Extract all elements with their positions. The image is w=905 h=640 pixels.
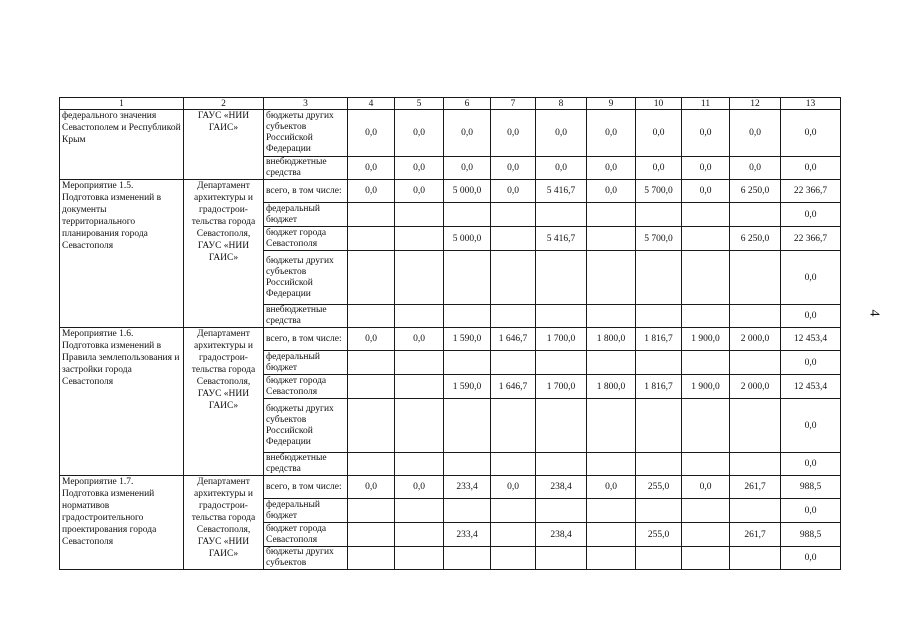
- value-cell: [682, 351, 730, 375]
- header-row: [60, 98, 841, 110]
- column-number: 9: [587, 98, 636, 110]
- value-cell: 0,0: [536, 157, 587, 180]
- value-cell: [730, 203, 781, 227]
- value-cell: 0,0: [682, 180, 730, 203]
- value-cell: 988,5: [781, 523, 841, 547]
- value-cell: [491, 351, 536, 375]
- value-cell: 0,0: [348, 110, 395, 157]
- value-cell: [444, 499, 491, 523]
- value-cell: [536, 203, 587, 227]
- value-cell: 5 700,0: [636, 227, 682, 251]
- value-cell: [444, 305, 491, 328]
- value-cell: 0,0: [781, 251, 841, 305]
- value-cell: [536, 453, 587, 476]
- value-cell: [395, 251, 444, 305]
- value-cell: [636, 251, 682, 305]
- column-number: 10: [636, 98, 682, 110]
- value-cell: [395, 399, 444, 453]
- funding-source: бюджеты других субъектов Российской Федерации: [264, 251, 348, 305]
- value-cell: 261,7: [730, 476, 781, 499]
- value-cell: [636, 351, 682, 375]
- value-cell: [395, 227, 444, 251]
- value-cell: 1 700,0: [536, 328, 587, 351]
- value-cell: [348, 547, 395, 570]
- value-cell: [395, 523, 444, 547]
- value-cell: 1 800,0: [587, 375, 636, 399]
- value-cell: 1 816,7: [636, 328, 682, 351]
- value-cell: 1 816,7: [636, 375, 682, 399]
- value-cell: 0,0: [730, 157, 781, 180]
- column-number: 2: [184, 98, 264, 110]
- value-cell: [682, 499, 730, 523]
- value-cell: 1 646,7: [491, 375, 536, 399]
- executor-name: Департамент архитектуры и градострои-тельства города Севастополя, ГАУС «НИИ ГАИС»: [184, 476, 264, 570]
- value-cell: 0,0: [781, 547, 841, 570]
- value-cell: [587, 203, 636, 227]
- value-cell: 0,0: [781, 351, 841, 375]
- value-cell: [636, 547, 682, 570]
- value-cell: 0,0: [781, 157, 841, 180]
- funding-source: бюджет города Севастополя: [264, 227, 348, 251]
- value-cell: 0,0: [682, 476, 730, 499]
- value-cell: [491, 203, 536, 227]
- event-name: Мероприятие 1.6. Подготовка изменений в Правила землепользования и застройки города Севастополя: [60, 328, 184, 476]
- value-cell: [587, 351, 636, 375]
- value-cell: [444, 251, 491, 305]
- funding-table: [59, 97, 841, 570]
- value-cell: 0,0: [491, 157, 536, 180]
- value-cell: 0,0: [395, 476, 444, 499]
- value-cell: [682, 453, 730, 476]
- value-cell: 0,0: [395, 157, 444, 180]
- value-cell: 238,4: [536, 476, 587, 499]
- value-cell: 2 000,0: [730, 375, 781, 399]
- value-cell: [636, 399, 682, 453]
- value-cell: 0,0: [348, 157, 395, 180]
- executor-name: ГАУС «НИИ ГАИС»: [184, 110, 264, 180]
- value-cell: 0,0: [444, 110, 491, 157]
- value-cell: [730, 305, 781, 328]
- value-cell: [536, 305, 587, 328]
- value-cell: 12 453,4: [781, 328, 841, 351]
- value-cell: [730, 251, 781, 305]
- value-cell: [730, 453, 781, 476]
- event-name: Мероприятие 1.7. Подготовка изменений нормативов градостроительного проектирования города Севастополя: [60, 476, 184, 570]
- value-cell: 1 646,7: [491, 328, 536, 351]
- value-cell: [348, 227, 395, 251]
- value-cell: 0,0: [636, 157, 682, 180]
- value-cell: 12 453,4: [781, 375, 841, 399]
- value-cell: [536, 351, 587, 375]
- value-cell: 0,0: [491, 180, 536, 203]
- funding-source: внебюджетные средства: [264, 305, 348, 328]
- value-cell: [348, 499, 395, 523]
- value-cell: [636, 203, 682, 227]
- value-cell: [491, 305, 536, 328]
- value-cell: [395, 547, 444, 570]
- value-cell: [682, 547, 730, 570]
- funding-source: внебюджетные средства: [264, 453, 348, 476]
- column-number: 1: [60, 98, 184, 110]
- value-cell: 1 700,0: [536, 375, 587, 399]
- funding-source: бюджет города Севастополя: [264, 375, 348, 399]
- value-cell: [587, 523, 636, 547]
- funding-source: всего, в том числе:: [264, 476, 348, 499]
- value-cell: [730, 351, 781, 375]
- value-cell: [491, 453, 536, 476]
- value-cell: 0,0: [587, 110, 636, 157]
- value-cell: [587, 251, 636, 305]
- value-cell: [395, 203, 444, 227]
- column-number: 11: [682, 98, 730, 110]
- funding-source: внебюджетные средства: [264, 157, 348, 180]
- value-cell: 255,0: [636, 523, 682, 547]
- value-cell: 238,4: [536, 523, 587, 547]
- value-cell: [348, 305, 395, 328]
- value-cell: 6 250,0: [730, 180, 781, 203]
- value-cell: 0,0: [781, 399, 841, 453]
- value-cell: [491, 251, 536, 305]
- value-cell: 5 416,7: [536, 180, 587, 203]
- value-cell: [491, 227, 536, 251]
- value-cell: [682, 251, 730, 305]
- value-cell: [395, 351, 444, 375]
- value-cell: [730, 399, 781, 453]
- event-name: Мероприятие 1.5. Подготовка изменений в документы территориального планирования города Севастополя: [60, 180, 184, 328]
- column-number: 12: [730, 98, 781, 110]
- value-cell: 0,0: [781, 305, 841, 328]
- funding-source: бюджеты других субъектов Российской Федерации: [264, 110, 348, 157]
- value-cell: [587, 227, 636, 251]
- value-cell: 255,0: [636, 476, 682, 499]
- value-cell: [682, 305, 730, 328]
- funding-source: бюджеты других субъектов: [264, 547, 348, 570]
- value-cell: [348, 453, 395, 476]
- value-cell: 0,0: [587, 180, 636, 203]
- value-cell: 988,5: [781, 476, 841, 499]
- value-cell: 22 366,7: [781, 227, 841, 251]
- value-cell: 0,0: [781, 453, 841, 476]
- value-cell: 1 590,0: [444, 375, 491, 399]
- value-cell: 0,0: [536, 110, 587, 157]
- value-cell: 5 000,0: [444, 180, 491, 203]
- value-cell: [587, 499, 636, 523]
- value-cell: 5 000,0: [444, 227, 491, 251]
- value-cell: [587, 399, 636, 453]
- value-cell: [348, 203, 395, 227]
- value-cell: 1 900,0: [682, 328, 730, 351]
- value-cell: [636, 305, 682, 328]
- value-cell: 0,0: [444, 157, 491, 180]
- value-cell: [636, 499, 682, 523]
- value-cell: 5 700,0: [636, 180, 682, 203]
- value-cell: [730, 499, 781, 523]
- column-number: 6: [444, 98, 491, 110]
- value-cell: [682, 227, 730, 251]
- table-row: [60, 180, 841, 203]
- value-cell: [395, 375, 444, 399]
- value-cell: 0,0: [587, 476, 636, 499]
- value-cell: [636, 453, 682, 476]
- value-cell: 233,4: [444, 476, 491, 499]
- value-cell: [348, 399, 395, 453]
- value-cell: 0,0: [395, 180, 444, 203]
- value-cell: 0,0: [348, 328, 395, 351]
- value-cell: [444, 203, 491, 227]
- column-number: 8: [536, 98, 587, 110]
- value-cell: 0,0: [587, 157, 636, 180]
- funding-source: бюджет города Севастополя: [264, 523, 348, 547]
- value-cell: 0,0: [348, 180, 395, 203]
- column-number: 13: [781, 98, 841, 110]
- value-cell: [348, 375, 395, 399]
- column-number: 7: [491, 98, 536, 110]
- value-cell: [587, 305, 636, 328]
- value-cell: [587, 453, 636, 476]
- value-cell: 0,0: [348, 476, 395, 499]
- value-cell: 0,0: [781, 499, 841, 523]
- column-number: 4: [348, 98, 395, 110]
- column-number: 3: [264, 98, 348, 110]
- value-cell: [444, 351, 491, 375]
- value-cell: [536, 499, 587, 523]
- value-cell: [491, 399, 536, 453]
- value-cell: 5 416,7: [536, 227, 587, 251]
- value-cell: 22 366,7: [781, 180, 841, 203]
- value-cell: 0,0: [682, 157, 730, 180]
- value-cell: 261,7: [730, 523, 781, 547]
- value-cell: 0,0: [781, 110, 841, 157]
- value-cell: [491, 523, 536, 547]
- value-cell: [730, 547, 781, 570]
- column-number: 5: [395, 98, 444, 110]
- funding-source: всего, в том числе:: [264, 180, 348, 203]
- value-cell: [395, 453, 444, 476]
- value-cell: [587, 547, 636, 570]
- value-cell: 0,0: [395, 110, 444, 157]
- value-cell: [682, 203, 730, 227]
- value-cell: 0,0: [491, 476, 536, 499]
- value-cell: 2 000,0: [730, 328, 781, 351]
- table-row: [60, 476, 841, 499]
- executor-name: Департамент архитектуры и градострои-тельства города Севастополя, ГАУС «НИИ ГАИС»: [184, 328, 264, 476]
- value-cell: [682, 399, 730, 453]
- value-cell: [444, 399, 491, 453]
- table-row: [60, 110, 841, 157]
- value-cell: [682, 523, 730, 547]
- value-cell: [536, 399, 587, 453]
- value-cell: 0,0: [781, 203, 841, 227]
- event-name: федерального значения Севастополем и Республикой Крым: [60, 110, 184, 180]
- value-cell: 1 800,0: [587, 328, 636, 351]
- funding-source: всего, в том числе:: [264, 328, 348, 351]
- table-body: [60, 98, 841, 570]
- value-cell: 6 250,0: [730, 227, 781, 251]
- value-cell: 1 900,0: [682, 375, 730, 399]
- value-cell: [491, 499, 536, 523]
- value-cell: [536, 251, 587, 305]
- funding-source: бюджеты других субъектов Российской Федерации: [264, 399, 348, 453]
- funding-source: федеральный бюджет: [264, 351, 348, 375]
- value-cell: [536, 547, 587, 570]
- value-cell: [348, 523, 395, 547]
- value-cell: [348, 251, 395, 305]
- value-cell: [444, 453, 491, 476]
- value-cell: 1 590,0: [444, 328, 491, 351]
- table-row: [60, 328, 841, 351]
- executor-name: Департамент архитектуры и градострои-тельства города Севастополя, ГАУС «НИИ ГАИС»: [184, 180, 264, 328]
- page-number: 4: [866, 309, 882, 317]
- value-cell: 0,0: [682, 110, 730, 157]
- funding-source: федеральный бюджет: [264, 203, 348, 227]
- value-cell: [395, 499, 444, 523]
- value-cell: 0,0: [491, 110, 536, 157]
- funding-source: федеральный бюджет: [264, 499, 348, 523]
- value-cell: [395, 305, 444, 328]
- value-cell: [348, 351, 395, 375]
- value-cell: 0,0: [395, 328, 444, 351]
- value-cell: [491, 547, 536, 570]
- value-cell: 0,0: [730, 110, 781, 157]
- value-cell: 233,4: [444, 523, 491, 547]
- value-cell: 0,0: [636, 110, 682, 157]
- value-cell: [444, 547, 491, 570]
